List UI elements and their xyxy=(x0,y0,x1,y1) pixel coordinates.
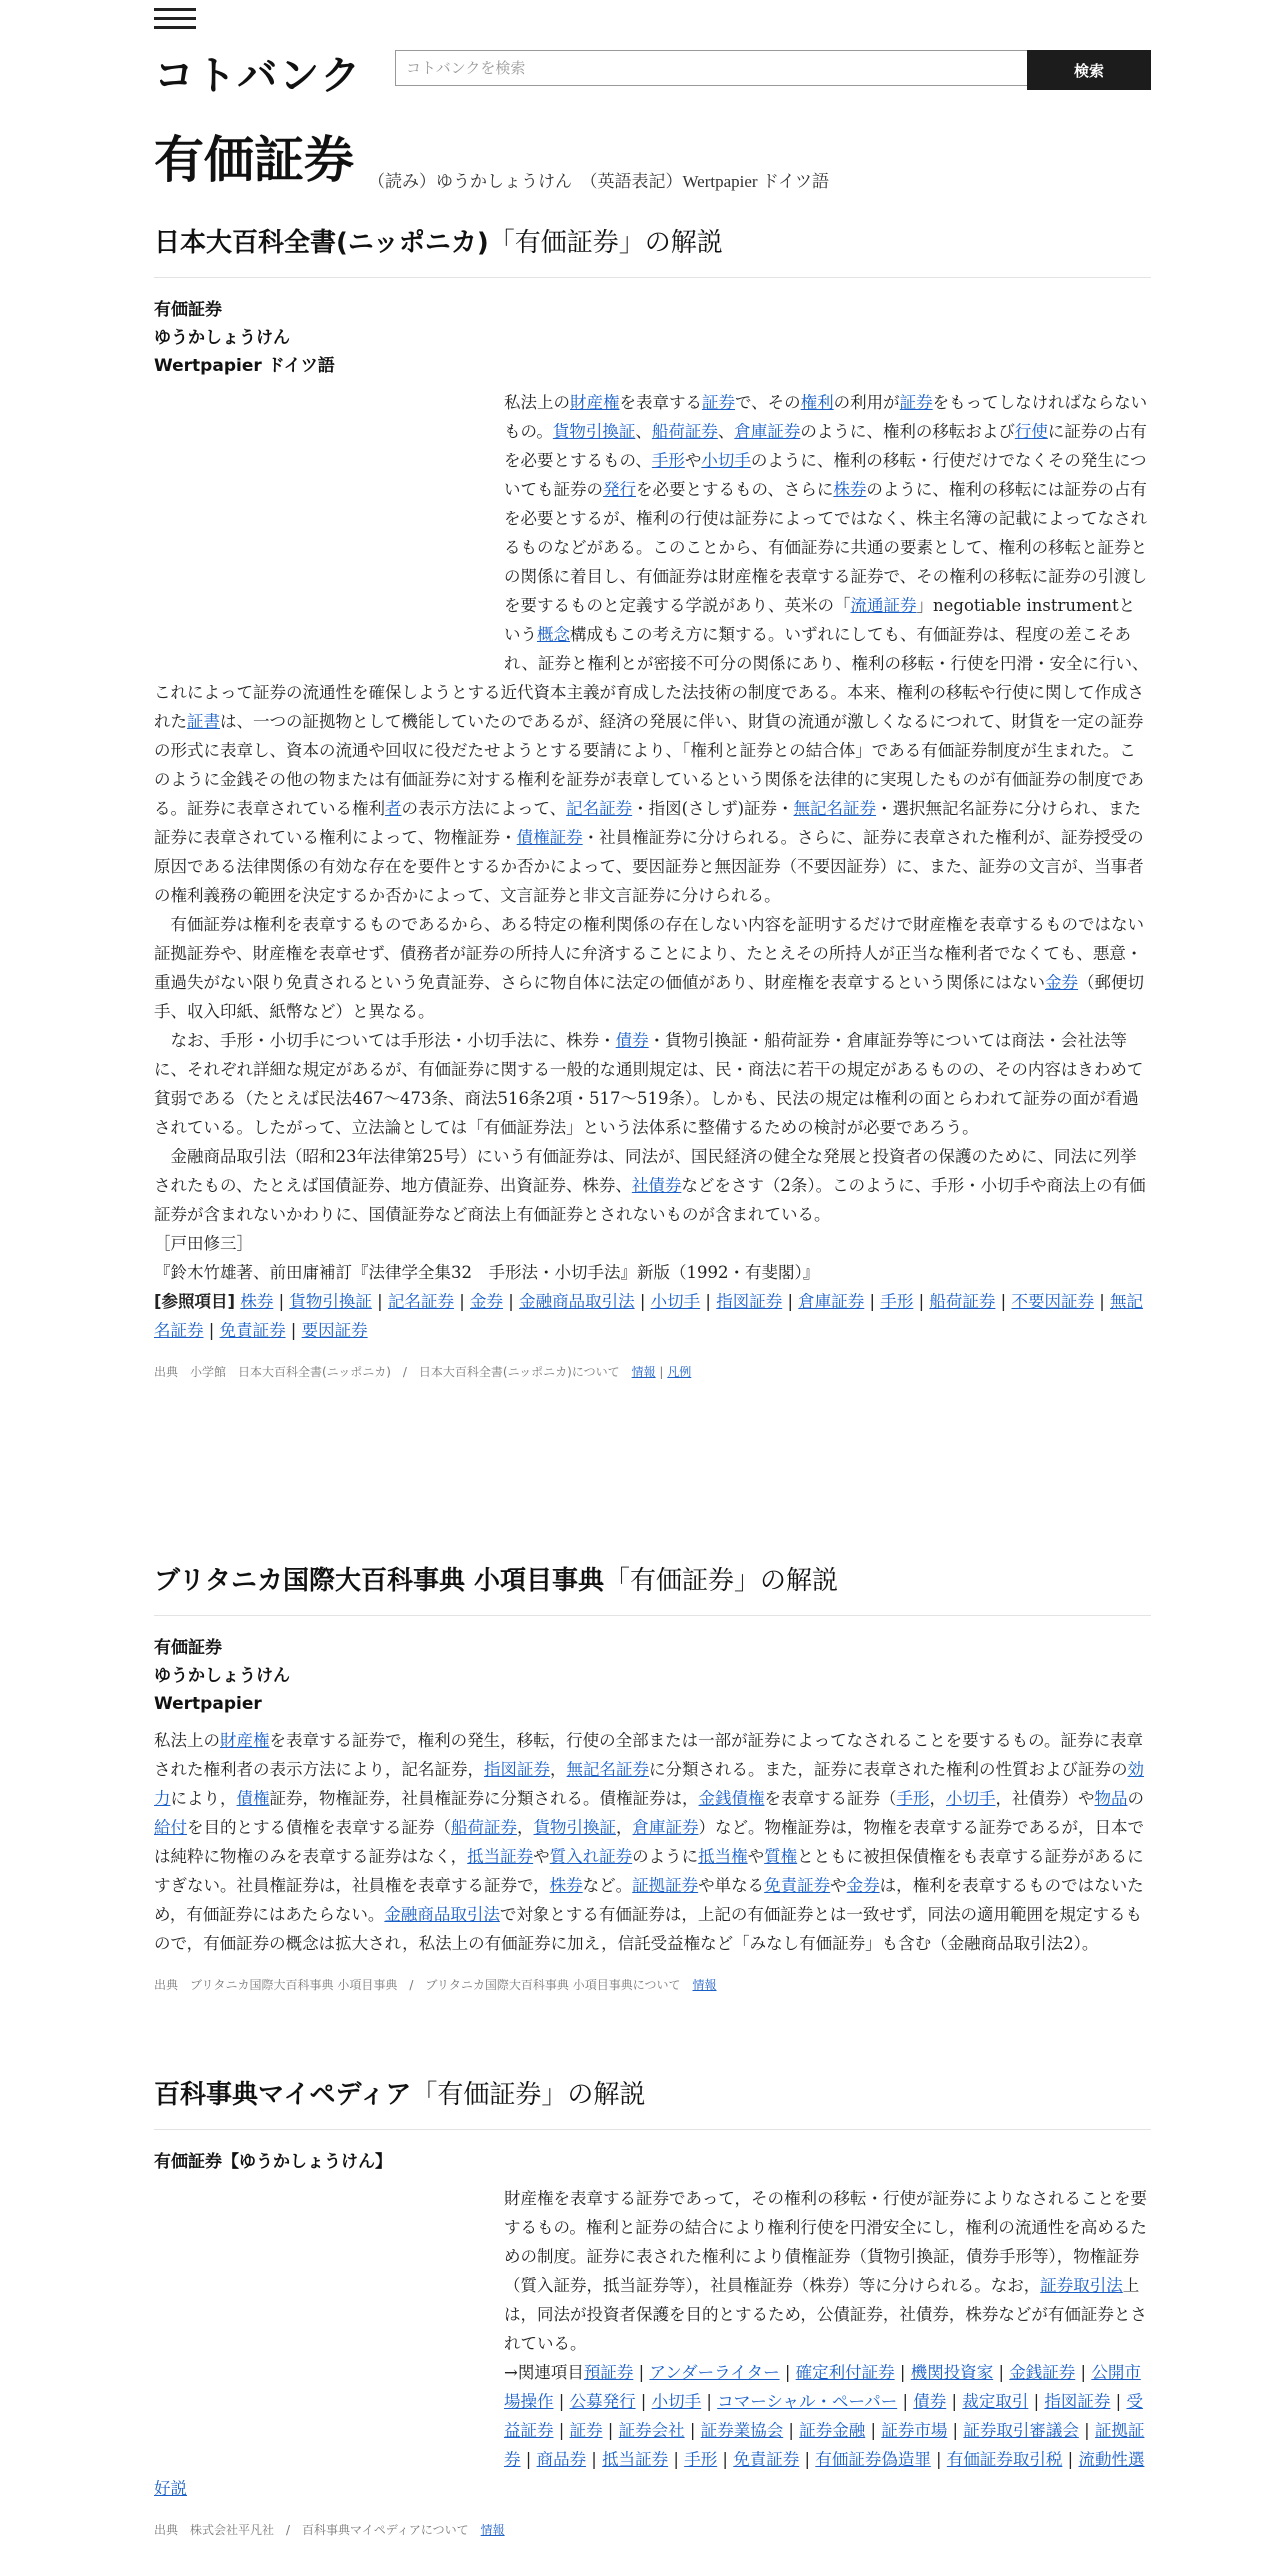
link-term[interactable]: 小切手 xyxy=(946,1789,996,1808)
section-title-suffix: 「有価証券」の解説 xyxy=(488,228,723,258)
search-input[interactable] xyxy=(395,50,1037,86)
entry-headword: 有価証券 xyxy=(154,300,222,320)
related-link[interactable]: 免責証券 xyxy=(733,2450,800,2469)
section-title-source: 百科事典マイペディア xyxy=(154,2080,412,2110)
related-link[interactable]: 流動性選好説 xyxy=(154,2450,1145,2498)
entry-foreign: Wertpapier xyxy=(154,1694,262,1714)
related-link[interactable]: 商品券 xyxy=(536,2450,587,2469)
list-separator: | xyxy=(799,2450,816,2469)
list-separator: | xyxy=(602,2421,619,2440)
entry-reading: ゆうかしょうけん xyxy=(154,1666,290,1686)
link-term[interactable]: 指図証券 xyxy=(484,1760,550,1779)
link-kogitte[interactable]: 小切手 xyxy=(701,451,751,470)
paragraph: 財産権を表章する証券であって，その権利の移転・行使が証券によりなされることを要するもの。権利と証券の結合により権利行使を円滑安全にし，権利の流通性を高めるための制度。証券に表された権利により債権証券（貨物引換証，債券手形等），物権証券（質入証券，抵当証券等），社員権証券（株券）等に分けられる。なお，証券取引法上は，同法が投資者保護を目的とするため，公債証券，社債券，株券などが有価証券とされている。 xyxy=(504,2189,1148,2353)
reference-link[interactable]: 無記名証券 xyxy=(154,1292,1144,1340)
reference-link[interactable]: 要因証券 xyxy=(301,1321,368,1340)
related-link[interactable]: 証券会社 xyxy=(618,2421,685,2440)
reference-link[interactable]: 金券 xyxy=(470,1292,504,1311)
link-kimei[interactable]: 記名証券 xyxy=(566,799,633,818)
link-term[interactable]: 無記名証券 xyxy=(566,1760,649,1779)
entry-foreign: Wertpapier ドイツ語 xyxy=(154,356,335,376)
section-title xyxy=(154,222,1151,278)
list-separator: | xyxy=(947,2421,964,2440)
related-label: →関連項目 xyxy=(504,2363,584,2382)
link-kenri[interactable]: 権利 xyxy=(800,393,834,412)
source-line: 出典 小学館 日本大百科全書(ニッポニカ) / 日本大百科全書(ニッポニカ)について 情報 | 凡例 xyxy=(154,1365,692,1379)
list-separator: | xyxy=(1078,2421,1095,2440)
link-shoken[interactable]: 証券 xyxy=(702,393,735,412)
section-britannica xyxy=(154,1560,1151,1993)
link-term[interactable]: 給付 xyxy=(154,1818,187,1837)
related-link[interactable]: 金銭証券 xyxy=(1009,2363,1076,2382)
list-separator: | xyxy=(503,1292,520,1311)
paragraph: 金融商品取引法（昭和23年法律第25号）にいう有価証券は、同法が、国民経済の健全な発展と投資者の保護のために、同法に列挙されたもの、たとえば国債証券、地方債証券、出資証券、株券、社債券などをさす（2条）。このように、手形・小切手や商法上の有価証券が含まれないかわりに、国債証券など商法上有価証券とされないものが含まれている。 xyxy=(154,1147,1146,1224)
link-term[interactable]: 株券 xyxy=(549,1876,583,1895)
list-separator: | xyxy=(894,2363,911,2382)
list-separator: | xyxy=(700,1292,717,1311)
list-separator: | xyxy=(553,2421,570,2440)
related-link[interactable]: 指図証券 xyxy=(1044,2392,1111,2411)
list-separator: | xyxy=(897,2392,914,2411)
bibliography: 『鈴木竹雄著、前田庸補訂『法律学全集32 手形法・小切手法』新版（1992・有斐閣）』 xyxy=(154,1263,820,1282)
link-shosho[interactable]: 証書 xyxy=(187,712,220,731)
title-reading: （読み）ゆうかしょうけん （英語表記）Wertpapier ドイツ語 xyxy=(368,172,829,191)
list-separator: | xyxy=(1028,2392,1045,2411)
related-link[interactable]: 証券市場 xyxy=(881,2421,948,2440)
list-separator: | xyxy=(930,2450,947,2469)
list-separator: | xyxy=(993,2363,1010,2382)
search-button[interactable]: 検索 xyxy=(1027,50,1151,90)
link-term[interactable]: 物品 xyxy=(1094,1789,1128,1808)
section-title-suffix: 「有価証券」の解説 xyxy=(604,1566,839,1596)
info-link[interactable]: 情報 xyxy=(631,1365,656,1379)
related-link[interactable]: 有価証券偽造罪 xyxy=(815,2450,931,2469)
related-link[interactable]: 機関投資家 xyxy=(910,2363,994,2382)
link-term[interactable]: 証券取引法 xyxy=(1040,2276,1123,2295)
list-separator: | xyxy=(1062,2450,1079,2469)
entry-headword: 有価証券【ゆうかしょうけん】 xyxy=(154,2152,392,2172)
reference-link[interactable]: 指図証券 xyxy=(716,1292,783,1311)
reference-link[interactable]: 不要因証券 xyxy=(1011,1292,1094,1311)
ad-space xyxy=(154,2184,504,2474)
reference-link[interactable]: 金融商品取引法 xyxy=(519,1292,635,1311)
related-link[interactable]: 証券業協会 xyxy=(700,2421,784,2440)
link-term[interactable]: 倉庫証券 xyxy=(632,1818,699,1837)
entry-body xyxy=(154,2184,1151,2503)
link-gainen[interactable]: 概念 xyxy=(537,625,570,644)
entry-body xyxy=(154,388,1151,1345)
reference-link[interactable]: 船荷証券 xyxy=(929,1292,996,1311)
link-kinken[interactable]: 金券 xyxy=(1045,973,1078,992)
link-term[interactable]: 金銭債権 xyxy=(698,1789,765,1808)
list-separator: | xyxy=(717,2450,734,2469)
related-link[interactable]: 公開市場操作 xyxy=(504,2363,1141,2411)
link-shasaiken[interactable]: 社債券 xyxy=(631,1176,682,1195)
reference-link[interactable]: 倉庫証券 xyxy=(798,1292,865,1311)
reference-link[interactable]: 免責証券 xyxy=(219,1321,286,1340)
related-link[interactable]: 小切手 xyxy=(651,2392,702,2411)
link-term[interactable]: 金券 xyxy=(846,1876,880,1895)
paragraph: 私法上の財産権を表章する証券で、その権利の利用が証券をもってしなければならないもの。貨物引換証、船荷証券、倉庫証券のように、権利の移転および行使に証券の占有を必要とするもの、手形や小切手のように、権利の移転・行使だけでなくその発生についても証券の発行を必要とするもの、さらに株券のように、権利の移転には証券の占有を必要とするが、権利の行使は証券によってではなく、株主名簿の記載によってなされるものなどがある。このことから、有価証券に共通の要素として、権利の移転と証券との関係に着目し、有価証券は財産権を表章する証券で、その権利の移転に証券の引渡しを要するものと定義する学説があり、英米の「流通証券」negotiable instrumentという概念構成もこの考え方に類する。いずれにしても、有価証券は、程度の差こそあれ、証券と権利とが密接不可分の関係にあり、権利の移転・行使を円滑・安全に行い、これによって証券の流通性を確保しようとする近代資本主義が育成した法技術の制度である。本来、権利の移転や行使に関して作成された証書は、一つの証拠物として機能していたのであるが、経済の発展に伴い、財貨の流通が激しくなるにつれて、財貨を一定の証券の形式に表章し、資本の流通や回収に役だたせようとする要請により、「権利と証券との結合体」である有価証券制度が生まれた。このように金銭その他の物または有価証券に対する権利を証券が表章しているという関係を法律的に実現したものが有価証券の制度である。証券に表章されている権利者の表示方法によって、記名証券・指図(さしず)証券・無記名証券・選択無記名証券に分けられ、また証券に表章されている権利によって、物権証券・債権証券・社員権証券に分けられる。さらに、証券に表章された権利が、証券授受の原因である法律関係の有効な存在を要件とするか否かによって、要因証券と無因証券（不要因証券）に、また、証券の文言が、当事者の権利義務の範囲を決定するか否かによって、文言証券と非文言証券に分けられる。 xyxy=(154,393,1149,905)
related-link[interactable]: 有価証券取引税 xyxy=(946,2450,1063,2469)
paragraph: なお、手形・小切手については手形法・小切手法に、株券・債券・貨物引換証・船荷証券・倉庫証券等については商法・会社法等に、それぞれ詳細な規定があるが、有価証券に関する一般的な通則規定は、民・商法に若干の規定があるものの、その内容はきわめて貧弱である（たとえば民法467～473条、商法516条2項・517～519条）。しかも、民法の規定は権利の面とらわれて証券の面が看過されている。したがって、立法論としては「有価証券法」という法体系に整備するための検討が必要であろう。 xyxy=(154,1031,1144,1137)
related-link[interactable]: 証券金融 xyxy=(799,2421,866,2440)
list-separator: | xyxy=(520,2450,537,2469)
section-title xyxy=(154,2074,1151,2130)
link-koshi[interactable]: 行使 xyxy=(1014,422,1048,441)
related-link[interactable]: 証券 xyxy=(569,2421,603,2440)
related-link[interactable]: 証拠証券 xyxy=(504,2421,1145,2469)
link-funani[interactable]: 船荷証券 xyxy=(651,422,718,441)
list-separator: | xyxy=(371,1292,388,1311)
reference-link[interactable]: 記名証券 xyxy=(387,1292,454,1311)
section-title-suffix: 「有価証券」の解説 xyxy=(411,2080,646,2110)
link-zaisanken[interactable]: 財産権 xyxy=(570,393,620,412)
list-separator: | xyxy=(635,2392,652,2411)
list-separator: | xyxy=(946,2392,963,2411)
section-title-source: 日本大百科全書(ニッポニカ) xyxy=(154,228,489,258)
link-shoken[interactable]: 証券 xyxy=(899,393,933,412)
source-line: 出典 ブリタニカ国際大百科事典 小項目事典 / ブリタニカ国際大百科事典 小項目事典について 情報 xyxy=(154,1978,717,1992)
section-mypedia xyxy=(154,2074,1151,2538)
list-separator: | xyxy=(684,2421,701,2440)
link-term[interactable]: 質入れ証券 xyxy=(549,1847,633,1866)
list-separator: | xyxy=(633,2363,650,2382)
link-term[interactable]: 貨物引換証 xyxy=(533,1818,616,1837)
link-term[interactable]: 船荷証券 xyxy=(451,1818,517,1837)
list-separator: | xyxy=(273,1292,290,1311)
link-term[interactable]: 債権 xyxy=(236,1789,270,1808)
list-separator: | xyxy=(1093,1292,1111,1311)
related-link[interactable]: 抵当証券 xyxy=(602,2450,669,2469)
list-separator: | xyxy=(203,1321,220,1340)
source-line: 出典 株式会社平凡社 / 百科事典マイペディアについて 情報 xyxy=(154,2523,505,2537)
list-separator: | xyxy=(995,1292,1012,1311)
reference-list xyxy=(154,1287,1151,1345)
legend-link[interactable]: 凡例 xyxy=(667,1365,692,1379)
section-title xyxy=(154,1560,1151,1616)
link-term[interactable]: 抵当権 xyxy=(698,1847,748,1866)
related-link[interactable]: 預証券 xyxy=(583,2363,634,2382)
link-mukimei[interactable]: 無記名証券 xyxy=(793,799,877,818)
link-saiken[interactable]: 債権証券 xyxy=(516,828,583,847)
entry-body xyxy=(154,1726,1151,1958)
list-separator: | xyxy=(865,2421,882,2440)
link-tegata[interactable]: 手形 xyxy=(651,451,685,470)
link-mono[interactable]: 者 xyxy=(385,799,402,818)
list-separator: | xyxy=(779,2363,796,2382)
link-term[interactable]: 金融商品取引法 xyxy=(384,1905,500,1924)
info-link[interactable]: 情報 xyxy=(692,1978,717,1992)
reference-link[interactable]: 小切手 xyxy=(650,1292,701,1311)
link-kamotsu[interactable]: 貨物引換証 xyxy=(552,422,636,441)
info-link[interactable]: 情報 xyxy=(480,2523,505,2537)
link-saiken2[interactable]: 債券 xyxy=(615,1031,649,1050)
link-term[interactable]: 財産権 xyxy=(220,1731,270,1750)
section-nipponica xyxy=(154,222,1151,1380)
link-term[interactable]: 質権 xyxy=(764,1847,798,1866)
page-title-row xyxy=(154,120,829,192)
list-separator: | xyxy=(453,1292,471,1311)
page-title: 有価証券 xyxy=(154,131,354,189)
entry-headword: 有価証券 xyxy=(154,1638,222,1658)
related-link[interactable]: アンダーライター xyxy=(649,2363,780,2382)
link-term[interactable]: 効力 xyxy=(154,1760,1144,1808)
ad-space xyxy=(154,388,504,678)
list-separator: | xyxy=(1110,2392,1127,2411)
entry-reading: ゆうかしょうけん xyxy=(154,328,290,348)
list-separator: | xyxy=(586,2450,603,2469)
link-kabuken[interactable]: 株券 xyxy=(833,480,867,499)
related-link[interactable]: 手形 xyxy=(684,2450,718,2469)
link-ryutsu[interactable]: 流通証券 xyxy=(850,596,917,615)
list-separator: | xyxy=(553,2392,570,2411)
reference-link[interactable]: 貨物引換証 xyxy=(289,1292,372,1311)
link-term[interactable]: 免責証券 xyxy=(764,1876,831,1895)
entry-heading xyxy=(154,2148,1151,2176)
link-term[interactable]: 証拠証券 xyxy=(632,1876,699,1895)
list-separator: | xyxy=(913,1292,930,1311)
menu-icon[interactable] xyxy=(154,8,196,30)
section-title-source: ブリタニカ国際大百科事典 小項目事典 xyxy=(154,1566,605,1596)
entry-heading xyxy=(154,1634,1151,1718)
related-link[interactable]: 受益証券 xyxy=(504,2392,1143,2440)
related-link[interactable]: 公募発行 xyxy=(569,2392,636,2411)
author: ［戸田修三］ xyxy=(154,1234,253,1253)
list-separator: | xyxy=(1075,2363,1092,2382)
paragraph: 有価証券は権利を表章するものであるから、ある特定の権利関係の存在しない内容を証明するだけで財産権を表章するものではない証拠証券や、財産権を表章せず、債務者が証券の所持人に弁済することにより、たとえその所持人が正当な権利者でなくても、悪意・重過失がない限り免責されるという免責証券、さらに物自体に法定の価値があり、財産権を表章するという関係にはない金券（郵便切手、収入印紙、紙幣など）と異なる。 xyxy=(154,915,1144,1021)
related-link[interactable]: 確定利付証券 xyxy=(795,2363,895,2382)
list-separator: | xyxy=(285,1321,302,1340)
paragraph: 私法上の財産権を表章する証券で，権利の発生，移転，行使の全部または一部が証券によってなされることを要するもの。証券に表章された権利者の表示方法により，記名証券，指図証券，無記名証券に分類される。また，証券に表章された権利の性質および証券の効力により，債権証券，物権証券，社員権証券に分類される。債権証券は，金銭債権を表章する証券（手形，小切手，社債券）や物品の給付を目的とする債権を表章する証券（船荷証券，貨物引換証，倉庫証券）など。物権証券は，物権を表章する証券であるが，日本では純粋に物権のみを表章する証券はなく，抵当証券や質入れ証券のように抵当権や質権とともに被担保債権をも表章する証券があるにすぎない。社員権証券は，社員権を表章する証券で，株券など。証拠証券や単なる免責証券や金券は，権利を表章するものではないため，有価証券にはあたらない。金融商品取引法で対象とする有価証券は，上記の有価証券とは一致せず，同法の適用範囲を規定するもので，有価証券の概念は拡大され，私法上の有価証券に加え，信託受益権など「みなし有価証券」も含む（金融商品取引法2）。 xyxy=(154,1731,1144,1953)
list-separator: | xyxy=(634,1292,651,1311)
link-term[interactable]: 抵当証券 xyxy=(467,1847,534,1866)
related-link[interactable]: 債券 xyxy=(913,2392,947,2411)
site-logo[interactable]: コトバンク xyxy=(154,53,363,99)
related-link[interactable]: 証券取引審議会 xyxy=(963,2421,1079,2440)
related-link[interactable]: 裁定取引 xyxy=(962,2392,1029,2411)
list-separator: | xyxy=(782,1292,799,1311)
entry-heading xyxy=(154,296,1151,380)
link-term[interactable]: 手形 xyxy=(896,1789,930,1808)
reference-link[interactable]: 株券 xyxy=(240,1292,274,1311)
related-link[interactable]: コマーシャル・ペーパー xyxy=(717,2392,898,2411)
reference-link[interactable]: 手形 xyxy=(880,1292,914,1311)
list-separator: | xyxy=(668,2450,685,2469)
reference-label: [参照項目] xyxy=(154,1292,236,1311)
list-separator: | xyxy=(864,1292,881,1311)
link-soko[interactable]: 倉庫証券 xyxy=(734,422,801,441)
link-hakko[interactable]: 発行 xyxy=(603,480,636,499)
list-separator: | xyxy=(783,2421,800,2440)
list-separator: | xyxy=(701,2392,718,2411)
